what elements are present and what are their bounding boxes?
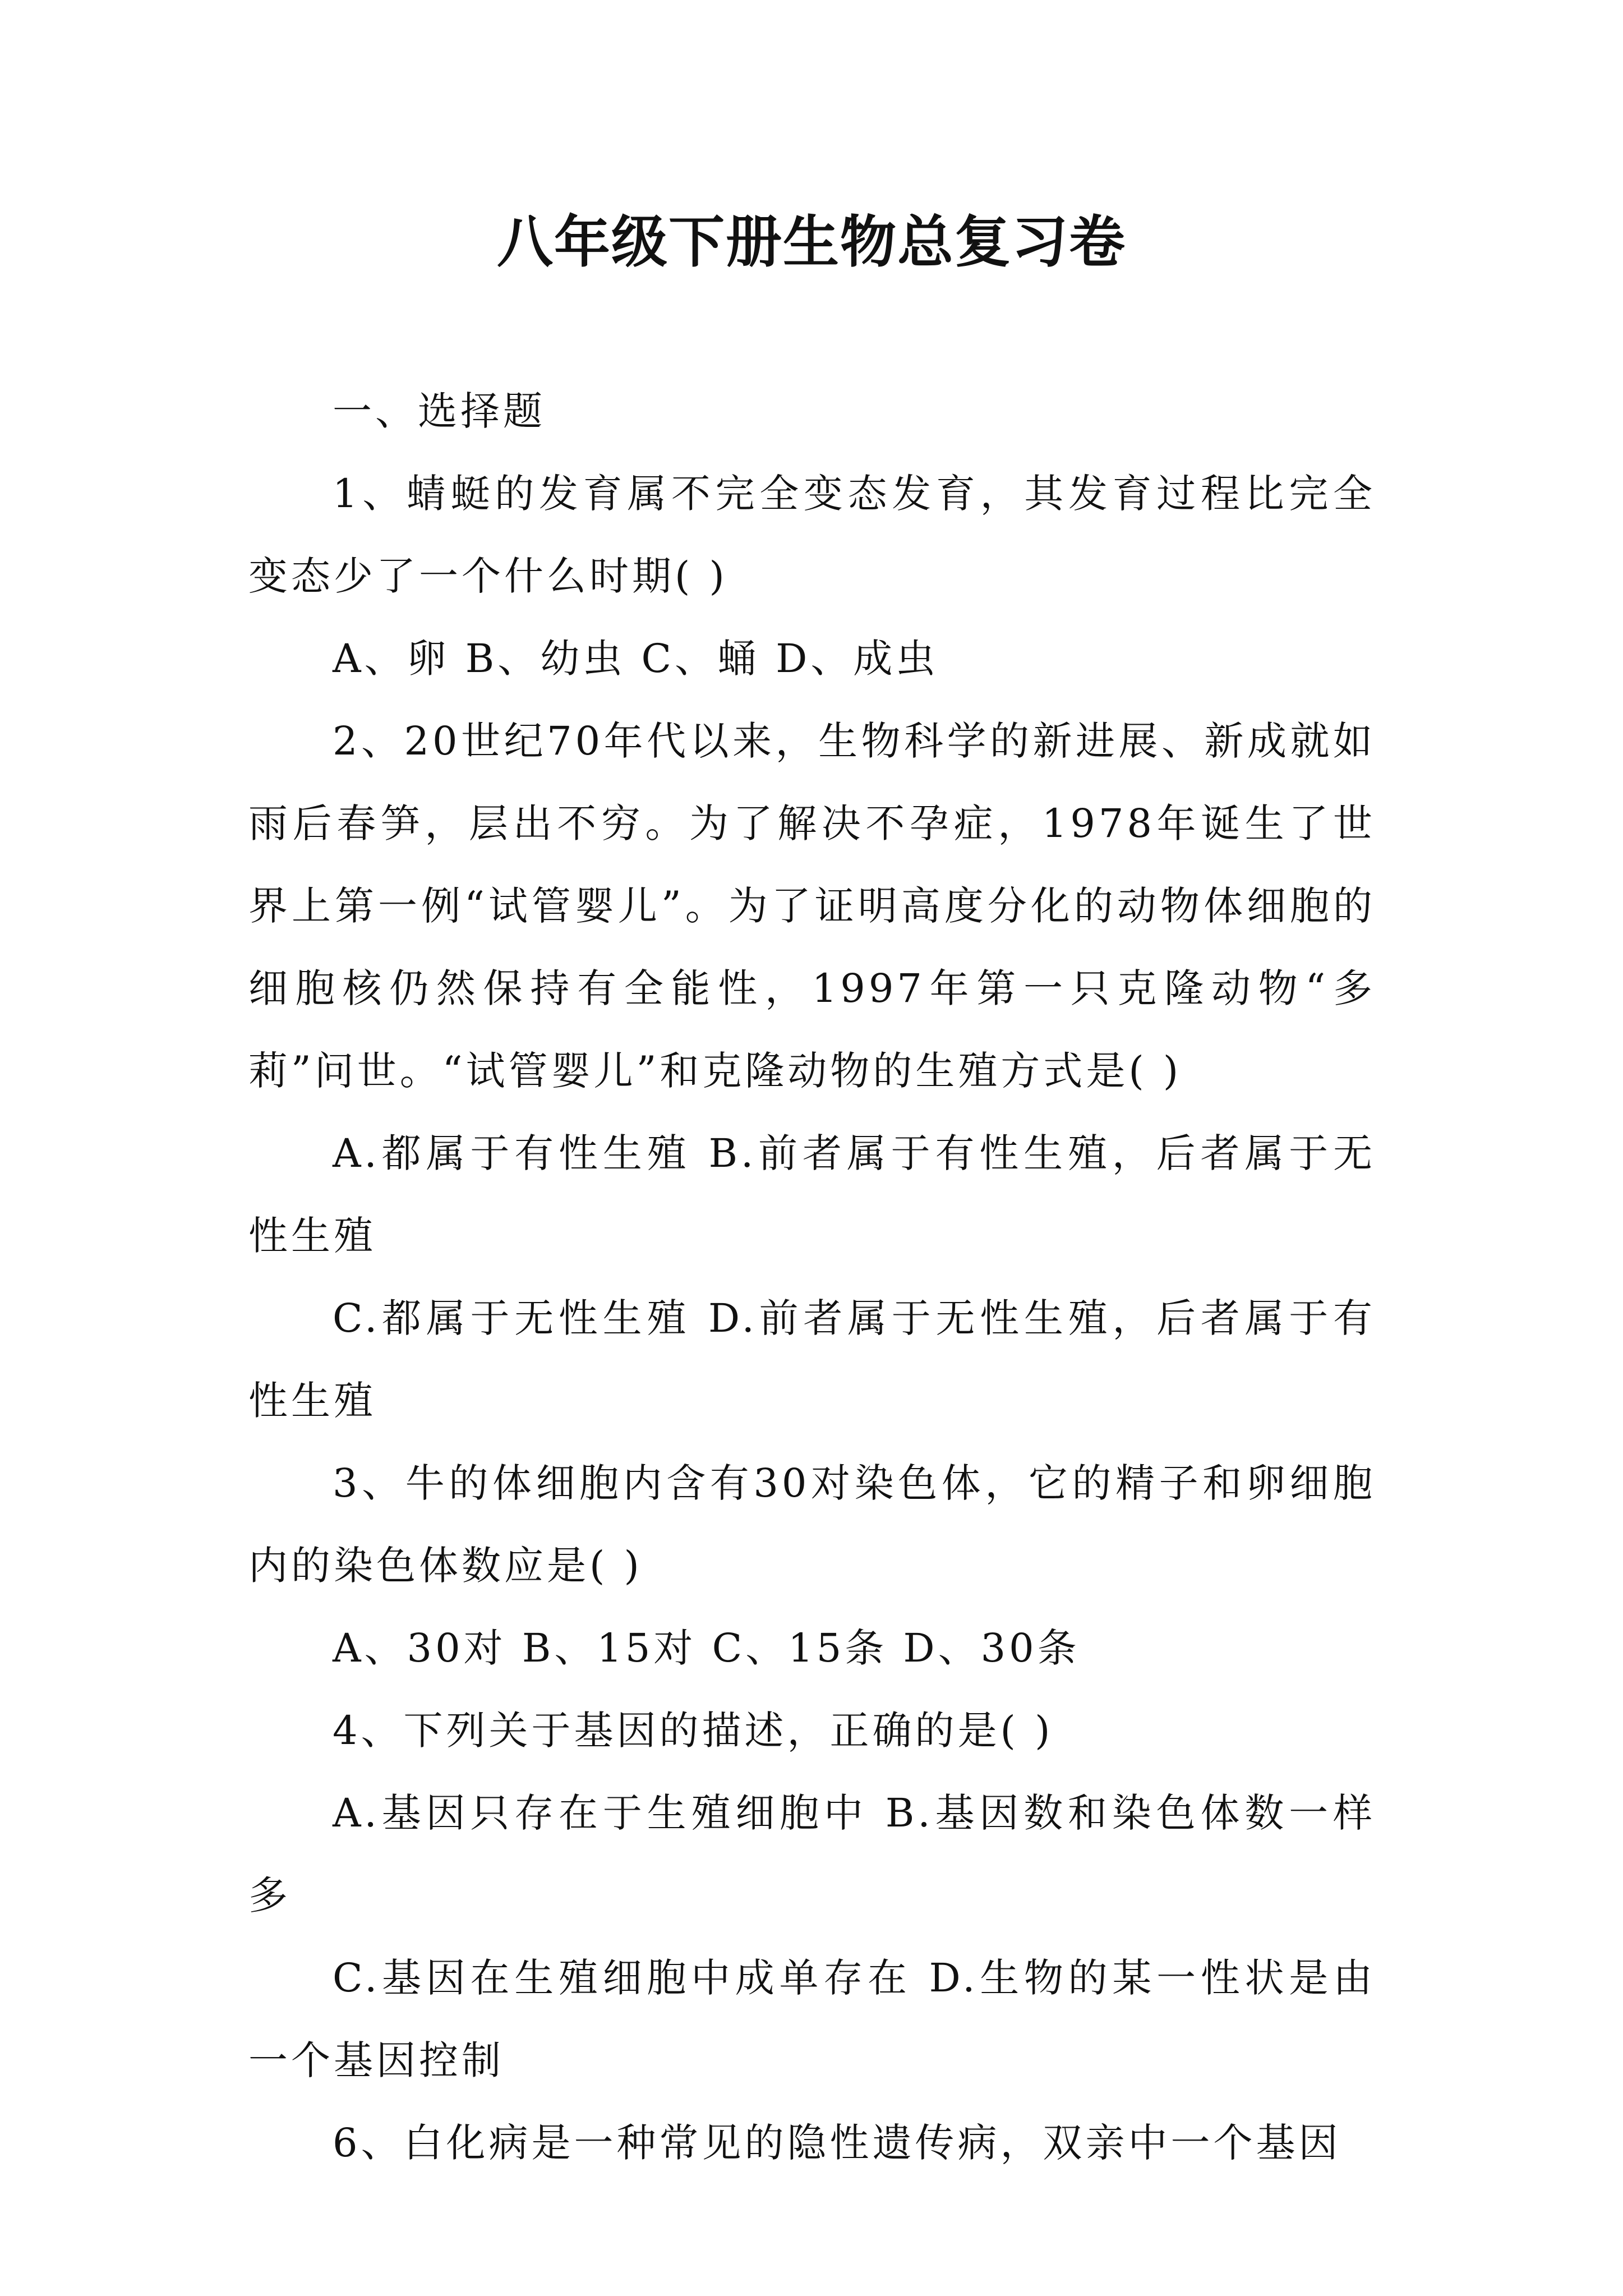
section-heading: 一、选择题 [333, 388, 546, 434]
question-3: 3、牛的体细胞内含有30对染色体，它的精子和卵细胞内的染色体数应是( ) [248, 1460, 1376, 1589]
question-2-options-cd: C.都属于无性生殖 D.前者属于无性生殖，后者属于有性生殖 [248, 1295, 1376, 1424]
question-4-options-ab: A.基因只存在于生殖细胞中 B.基因数和染色体数一样多 [248, 1790, 1376, 1918]
document-body [248, 370, 1376, 2184]
document-title: 八年级下册生物总复习卷 [497, 209, 1126, 275]
question-2: 2、20世纪70年代以来，生物科学的新进展、新成就如雨后春笋，层出不穷。为了解决不孕症，1978年诞生了世界上第一例“试管婴儿”。为了证明高度分化的动物体细胞的细胞核仍然保持有全能性，1997年第一只克隆动物“多莉”问世。“试管婴儿”和克隆动物的生殖方式是( ) [248, 718, 1376, 1094]
question-4: 4、下列关于基因的描述，正确的是( ) [333, 1708, 1054, 1754]
question-4-options-cd: C.基因在生殖细胞中成单存在 D.生物的某一性状是由一个基因控制 [248, 1955, 1376, 2083]
question-2-options-ab: A.都属于有性生殖 B.前者属于有性生殖，后者属于无性生殖 [248, 1130, 1376, 1259]
question-1-options: A、卵 B、幼虫 C、蛹 D、成虫 [333, 636, 939, 682]
question-3-options: A、30对 B、15对 C、15条 D、30条 [333, 1625, 1080, 1671]
question-1: 1、蜻蜓的发育属不完全变态发育，其发育过程比完全变态少了一个什么时期( ) [248, 471, 1376, 599]
question-6: 6、白化病是一种常见的隐性遗传病，双亲中一个基因 [333, 2120, 1341, 2166]
